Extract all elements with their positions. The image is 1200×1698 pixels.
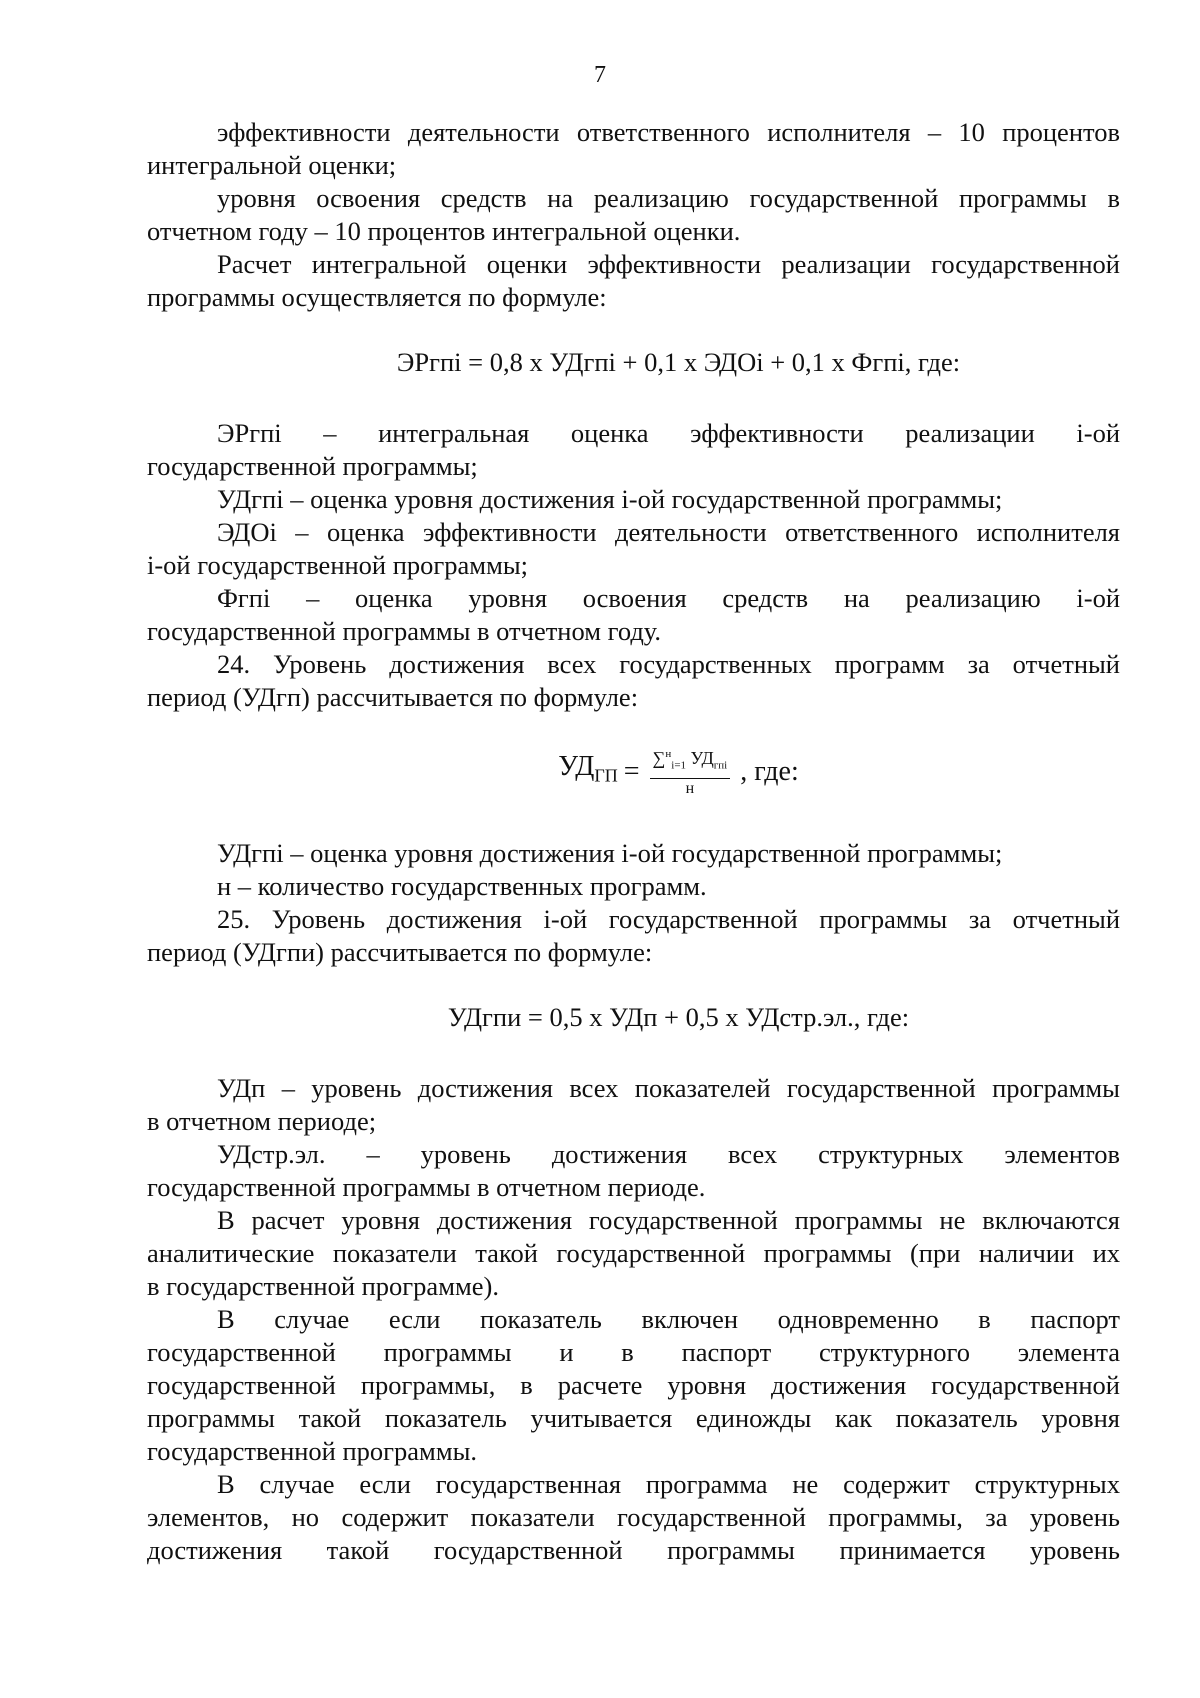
formula2-denominator: н	[685, 779, 695, 797]
def5: УДгпi – оценка уровня достижения i-ой государственной программы;	[217, 837, 1003, 868]
item25-line1: 25. Уровень достижения i-ой государственной программы за отчетный	[217, 903, 1120, 934]
def3-line2: i-ой государственной программы;	[147, 550, 529, 580]
def4-line1: Фгпi – оценка уровня освоения средств на реализацию i-ой	[217, 583, 1120, 613]
def3-line1: ЭДОi – оценка эффективности деятельности ответственного исполнителя	[217, 517, 1120, 547]
formula-integral-assessment: ЭРгпi = 0,8 х УДгпi + 0,1 х ЭДОi + 0,1 х Фгпi, где:	[396, 347, 961, 377]
formula2-tail: , где:	[740, 755, 799, 787]
para6-line1: В случае если государственная программа не содержит структурных	[217, 1468, 1120, 1499]
para2-line1: уровня освоения средств на реализацию государственной программы в	[217, 183, 1120, 213]
page-number: 7	[594, 62, 606, 88]
para5-line3: государственной программы, в расчете уровня достижения государственной	[147, 1369, 1120, 1400]
formula2-equals: =	[623, 755, 640, 787]
formula2-fraction	[650, 744, 731, 799]
para1-line2: интегральной оценки;	[147, 150, 397, 180]
def7-line1: УДп – уровень достижения всех показателей государственной программы	[217, 1072, 1120, 1103]
item25-line2: период (УДгпи) рассчитывается по формуле:	[147, 936, 653, 967]
def7-line2: в отчетном периоде;	[147, 1105, 377, 1136]
def4-line2: государственной программы в отчетном году.	[147, 616, 662, 646]
formula-all-programs	[147, 744, 1120, 799]
para3-line1: Расчет интегральной оценки эффективности реализации государственной	[217, 249, 1120, 279]
para1-line1: эффективности деятельности ответственного исполнителя – 10 процентов	[217, 117, 1120, 147]
formula2-lhs: $УД_{ГП}$	[558, 751, 618, 786]
para5-line5: государственной программы.	[147, 1435, 478, 1466]
def8-line1: УДстр.эл. – уровень достижения всех структурных элементов	[217, 1138, 1120, 1169]
para3-line2: программы осуществляется по формуле:	[147, 282, 607, 312]
def6: н – количество государственных программ.	[217, 870, 707, 901]
para4-line2: аналитические показатели такой государственной программы (при наличии их	[147, 1237, 1120, 1268]
def1-line1: ЭРгпi – интегральная оценка эффективности реализации i-ой	[217, 418, 1120, 448]
para2-line2: отчетном году – 10 процентов интегральной оценки.	[147, 216, 741, 246]
def8-line2: государственной программы в отчетном периоде.	[147, 1171, 706, 1202]
formula-program-level: УДгпи = 0,5 х УДп + 0,5 х УДстр.эл., где:	[447, 1001, 910, 1032]
para6-line3: достижения такой государственной программы принимается уровень	[147, 1534, 1120, 1565]
para4-line1: В расчет уровня достижения государственной программы не включаются	[217, 1204, 1120, 1235]
item24-line1: 24. Уровень достижения всех государственных программ за отчетный	[217, 649, 1120, 679]
para5-line1: В случае если показатель включен одновременно в паспорт	[217, 1303, 1120, 1334]
para4-line3: в государственной программе).	[147, 1270, 499, 1301]
item24-line2: период (УДгп) рассчитывается по формуле:	[147, 682, 639, 712]
formula2-numerator: ∑$^н_{i=1}$ $УД_{гпi}$	[650, 744, 731, 779]
def2: УДгпi – оценка уровня достижения i-ой государственной программы;	[217, 484, 1003, 514]
document-body	[147, 116, 1120, 1567]
para5-line2: государственной программы и в паспорт структурного элемента	[147, 1336, 1120, 1367]
def1-line2: государственной программы;	[147, 451, 478, 481]
para6-line2: элементов, но содержит показатели государственной программы, за уровень	[147, 1501, 1120, 1532]
para5-line4: программы такой показатель учитывается единожды как показатель уровня	[147, 1402, 1120, 1433]
